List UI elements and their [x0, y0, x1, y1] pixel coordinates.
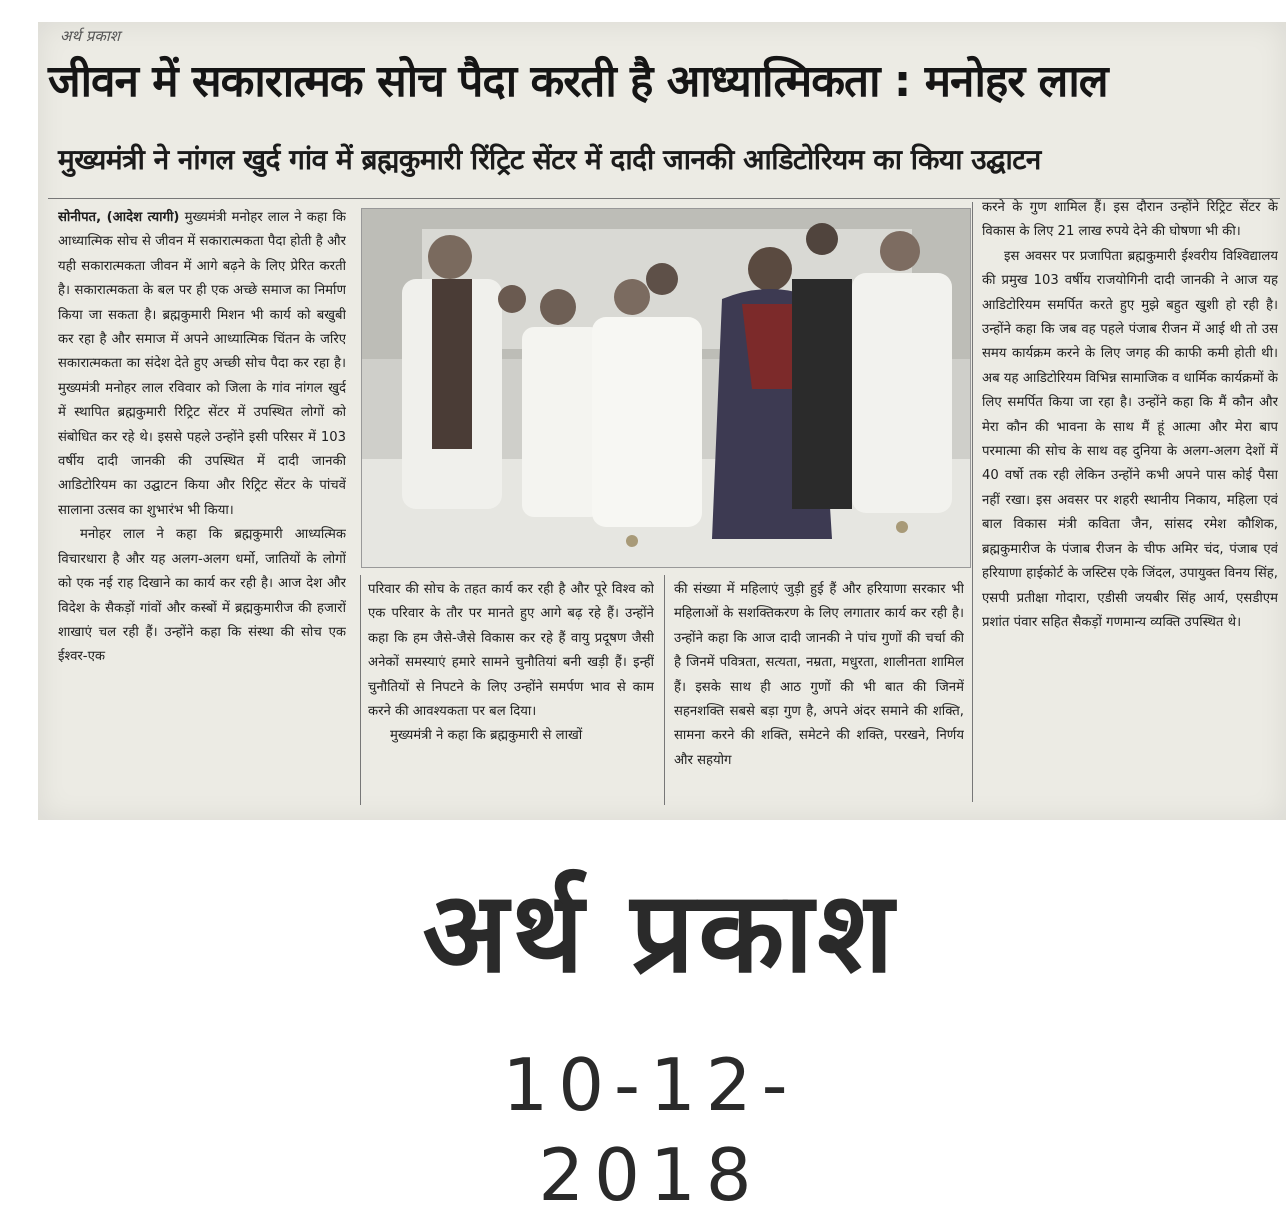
column-rule-3: [972, 202, 973, 802]
col3-paragraph-1: की संख्या में महिलाएं जुड़ी हुई हैं और हरियाणा सरकार भी महिलाओं के सशक्तिकरण के लिए लगातार कार्य कर रही है। उन्होंने कहा कि आज दादी जानकी ने पांच गुणों की चर्चा की है जिनमें पवित्रता, सत्यता, नम्रता, मधुरता, शालीनता शामिल हैं। इसके साथ ही आठ गुणों की भी बात की जिनमें सहनशक्ति सबसे बड़ा गुण है, अपने अंदर समाने की शक्ति, सामना करने की शक्ति, समेटने की शक्ति, परखने, निर्णय और सहयोग: [674, 582, 964, 768]
column-rule-2: [664, 575, 665, 805]
dateline: सोनीपत, (आदेश त्यागी): [58, 210, 180, 225]
col1-paragraph-2: मनोहर लाल ने कहा कि ब्रह्मकुमारी आध्यत्मिक विचारधारा है और यह अलग-अलग धर्मो, जातियों के लोगों को एक नई राह दिखाने का कार्य कर रही है। आज देश और विदेश के सैकड़ों गांवों और कस्बों में ब्रह्मकुमारीज की हजारों शाखाएं चल रही हैं। उन्होंने कहा कि संस्था की सोच एक ईश्वर-एक: [58, 527, 346, 665]
col2-paragraph-1: परिवार की सोच के तहत कार्य कर रही है और पूरे विश्व को एक परिवार के तौर पर मानते हुए आगे बढ़ रहे हैं। उन्होंने कहा कि हम जैसे-जैसे विकास कर रहे हैं वायु प्रदूषण जैसी अनेकों समस्याएं हमारे सामने चुनौतियां बनी खड़ी हैं। इन्हीं चुनौतियों से निपटने के लिए उन्होंने समर्पण भाव से काम करने की आवश्यकता पर बल दिया।: [368, 582, 654, 720]
col2-paragraph-2: मुख्यमंत्री ने कहा कि ब्रह्मकुमारी से लाखों: [390, 728, 583, 744]
event-photo: [361, 208, 971, 568]
column-rule-1: [360, 575, 361, 805]
handwritten-note: अर्थ प्रकाश: [60, 27, 120, 45]
headline: जीवन में सकारात्मक सोच पैदा करती है आध्यात्मिकता : मनोहर लाल: [48, 56, 1108, 107]
publication-date: 10-12-2018: [502, 1043, 798, 1217]
article-column-2: [368, 578, 654, 808]
article-column-4: [982, 196, 1278, 812]
newspaper-name: अर्थ प्रकाश: [422, 867, 898, 998]
subheadline: मुख्यमंत्री ने नांगल खुर्द गांव में ब्रह्मकुमारी रिंट्रिट सेंटर में दादी जानकी आडिटोरियम का किया उद्घाटन: [58, 143, 1041, 176]
col4-paragraph-1: करने के गुण शामिल हैं। इस दौरान उन्होंने रिट्रिट सेंटर के विकास के लिए 21 लाख रुपये देने की घोषणा भी की।: [982, 200, 1278, 240]
article-column-3: [674, 578, 964, 808]
event-photo-illustration: [362, 209, 970, 567]
col1-text-1: मुख्यमंत्री मनोहर लाल ने कहा कि आध्यात्मिक सोच से जीवन में सकारात्मकता पैदा होती है और यही सकारात्मकता जीवन में आगे बढ़ने के लिए प्रेरित करती है। सकारात्मकता के बल पर ही एक अच्छे समाज का निर्माण किया जा सकता है। ब्रह्मकुमारी मिशन भी कार्य को बखुबी कर रहा है और समाज में अपने आध्यात्मिक चिंतन के जरिए सकारात्मकता का संदेश देते हुए अच्छी सोच पैदा कर रहा है। मुख्यमंत्री मनोहर लाल रविवार को जिला के गांव नांगल खुर्द में स्थापित ब्रह्मकुमारी रिट्रिट सेंटर में उपस्थित लोगों को संबोधित कर रहे थे। इससे पहले उन्होंने इसी परिसर में 103 वर्षीय दादी जानकी की उपस्थित में दादी जानकी आडिटोरियम का उद्घाटन किया और रिट्रिट सेंटर के पांचवें सालाना उत्सव का शुभारंभ भी किया।: [58, 210, 346, 518]
col4-paragraph-2: इस अवसर पर प्रजापिता ब्रह्मकुमारी ईश्वरीय विश्विद्यालय की प्रमुख 103 वर्षीय राजयोगिनी दादी जानकी ने आज यह आडिटोरियम समर्पित करते हुए मुझे बहुत खुशी हो रही है। उन्होंने कहा कि जब वह पहले पंजाब रीजन में आई थी तो उस समय कार्यक्रम करने के लिए जगह की काफी कमी होती थी। अब यह आडिटोरियम विभिन्न सामाजिक व धार्मिक कार्यक्रमों के लिए समर्पित किया जा रहा है। उन्होंने कहा कि मैं कौन और मेरा कौन की भावना के साथ मैं हूं आत्मा और मेरा बाप परमात्मा की सोच के साथ वह दुनिया के अलग-अलग देशों में 40 वर्षो तक रही लेकिन उन्होंने कभी अपने पास कोई पैसा नहीं रखा। इस अवसर पर शहरी स्थानीय निकाय, महिला एवं बाल विकास मंत्री कविता जैन, सांसद रमेश कौशिक, ब्रह्मकुमारीज के पंजाब रीजन के चीफ अमिर चंद, पंजाब एवं हरियाणा हाईकोर्ट के जस्टिस एके जिंदल, उपायुक्त विनय सिंह, एसपी प्रतीक्षा गोदारा, एडीसी जयबीर सिंह आर्य, एसडीएम प्रशांत पंवार सहित सैकड़ों गणमान्य व्यक्ति उपस्थित थे।: [982, 248, 1278, 630]
article-column-1: [58, 206, 346, 812]
col1-paragraph-1: [58, 206, 346, 523]
